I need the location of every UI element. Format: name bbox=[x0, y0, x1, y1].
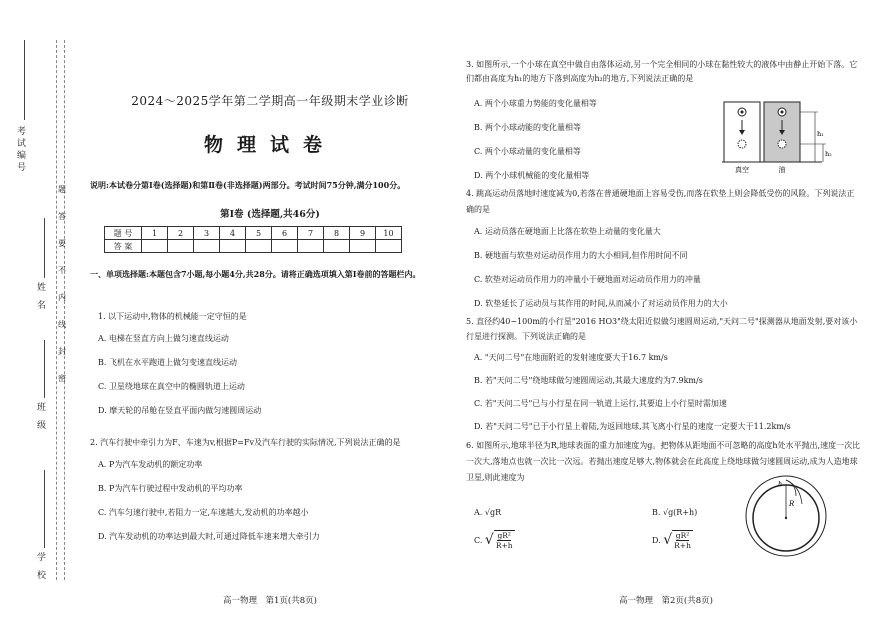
question-number: 10 bbox=[376, 227, 402, 240]
class-field: 班 级 bbox=[35, 402, 45, 432]
question-number: 7 bbox=[298, 227, 324, 240]
oil-ball-top-dot bbox=[781, 111, 784, 114]
option-letter: D. bbox=[652, 535, 664, 545]
instructions: 说明:本试卷分第Ⅰ卷(选择题)和第Ⅱ卷(非选择题)两部分。考试时间75分钟,满分100分。 bbox=[90, 180, 406, 190]
class-underline bbox=[44, 340, 45, 398]
answer-cell[interactable] bbox=[142, 240, 168, 253]
table-row bbox=[105, 227, 402, 240]
answer-cell[interactable] bbox=[350, 240, 376, 253]
option-d: D. 若"天问二号"已于小行星上着陆,为返回地球,其飞离小行星的速度一定要大于11.2km/s bbox=[474, 422, 791, 431]
option-b: B. P为汽车行驶过程中发动机的平均功率 bbox=[98, 484, 243, 493]
name-field: 姓 名 bbox=[35, 282, 45, 312]
question-number: 9 bbox=[350, 227, 376, 240]
q6-option-b: B. √g(R+h) bbox=[652, 508, 698, 517]
exam-number-field: 考试编号 bbox=[15, 126, 25, 174]
seal-char: 封 bbox=[58, 347, 66, 356]
option-a: A. P为汽车发动机的额定功率 bbox=[98, 460, 203, 469]
option-a: A. "天问二号"在地面附近的发射速度要大于16.7 km/s bbox=[474, 353, 668, 362]
sqrt-icon: √ bbox=[663, 532, 673, 548]
h-label: h bbox=[778, 480, 783, 488]
question-number: 8 bbox=[324, 227, 350, 240]
option-b: B. 若"天问二号"绕地球做匀速圆周运动,其最大速度约为7.9km/s bbox=[474, 376, 703, 385]
name-underline bbox=[44, 218, 45, 278]
table-row bbox=[105, 240, 402, 253]
answer-table bbox=[104, 226, 402, 253]
q6-option-d bbox=[652, 530, 693, 550]
question-stem: 3. 如图所示,一个小球在真空中做自由落体运动,另一个完全相同的小球在黏性较大的液体中由静止开始下落。它们都由高度为h₁的地方下落到高度为h₂的地方,下列说法正确的是 bbox=[466, 60, 858, 83]
option-a: A. 运动员落在硬地面上比落在软垫上动量的变化量大 bbox=[474, 227, 661, 236]
seal-warning bbox=[55, 184, 69, 384]
answer-cell[interactable] bbox=[324, 240, 350, 253]
seal-char: 要 bbox=[58, 239, 66, 248]
row-header: 题 号 bbox=[105, 227, 142, 240]
question-number: 3 bbox=[194, 227, 220, 240]
section-title: 第Ⅰ卷 (选择题,共46分) bbox=[220, 209, 320, 220]
option-c: C. 卫星绕地球在真空中的椭圆轨道上运动 bbox=[98, 382, 245, 391]
numerator: gR² bbox=[497, 531, 511, 540]
seal-char: 题 bbox=[58, 185, 66, 194]
answer-cell[interactable] bbox=[194, 240, 220, 253]
exam-title: 2024～2025学年第二学期高一年级期末学业诊断 bbox=[131, 94, 409, 108]
question-3-options bbox=[474, 98, 714, 182]
vacuum-ball-bottom bbox=[738, 140, 746, 148]
answer-cell[interactable] bbox=[272, 240, 298, 253]
school-underline bbox=[44, 470, 45, 548]
seal-char: 密 bbox=[58, 374, 66, 383]
vacuum-ball-top-dot bbox=[741, 111, 744, 114]
option-a: A. 电梯在竖直方向上做匀速直线运动 bbox=[98, 334, 229, 343]
question-stem: 2. 汽车行驶中牵引力为F、车速为v,根据P=Fv及汽车行驶的实际情况,下列说法正确的是 bbox=[90, 438, 401, 447]
question-stem: 6. 如图所示,地球半径为R,地球表面的重力加速度为g。把物体从距地面不可忽略的高度h处水平抛出,速度一次比一次大,落地点也就一次比一次远。若抛出速度足够大,物体就会在此高度上绕地球做匀速圆周运动,成为人造地球卫星,则此速度为 bbox=[466, 441, 861, 482]
center-dot bbox=[785, 517, 787, 519]
answer-cell[interactable] bbox=[376, 240, 402, 253]
subject-title: 物理试卷 bbox=[203, 134, 336, 156]
option-letter: C. bbox=[474, 535, 485, 545]
fraction bbox=[672, 530, 693, 550]
fraction bbox=[494, 530, 515, 550]
q6-option-a: A. √gR bbox=[474, 508, 502, 517]
oil-ball-bottom bbox=[778, 140, 786, 148]
exam-number-underline bbox=[24, 40, 25, 120]
option-d: D. 摩天轮的吊舱在竖直平面内做匀速圆周运动 bbox=[98, 406, 262, 415]
falling-balls-figure bbox=[722, 100, 854, 176]
answer-cell[interactable] bbox=[220, 240, 246, 253]
question-number: 6 bbox=[272, 227, 298, 240]
question-stem: 5. 直径约40~100m的小行星"2016 HO3"绕太阳近似做匀速圆周运动,"天问二号"探测器从地面发射,要对该小行星进行探测。下列说法正确的是 bbox=[466, 317, 858, 341]
page-footer: 高一物理 第1页(共8页) bbox=[223, 596, 317, 606]
question-number: 1 bbox=[142, 227, 168, 240]
q6-option-c bbox=[474, 530, 515, 550]
seal-char: 答 bbox=[58, 212, 66, 221]
question-5 bbox=[466, 314, 858, 433]
page-footer: 高一物理 第2页(共8页) bbox=[619, 596, 713, 606]
question-4 bbox=[466, 186, 858, 310]
question-number: 5 bbox=[246, 227, 272, 240]
option-d: D. 汽车发动机的功率达到最大时,可通过降低车速来增大牵引力 bbox=[98, 532, 320, 541]
vacuum-label: 真空 bbox=[735, 166, 749, 174]
seal-char: 不 bbox=[58, 266, 66, 275]
option-c: C. 若"天问二号"已与小行星在同一轨道上运行,其要追上小行星时需加速 bbox=[474, 399, 727, 408]
part-one-heading: 一、单项选择题:本题包含7小题,每小题4分,共28分。请将正确选项填入第Ⅰ卷前的答题栏内。 bbox=[90, 269, 421, 279]
answer-cell[interactable] bbox=[168, 240, 194, 253]
sqrt-icon: √ bbox=[484, 532, 494, 548]
oil-label: 油 bbox=[778, 166, 786, 174]
denominator: R+h bbox=[495, 541, 513, 550]
option-d: D. 软垫延长了运动员与其作用的时间,从而减小了对运动员作用力的大小 bbox=[474, 299, 728, 308]
row-header: 答 案 bbox=[105, 240, 142, 253]
answer-cell[interactable] bbox=[298, 240, 324, 253]
question-3 bbox=[466, 58, 858, 86]
question-1 bbox=[98, 310, 448, 417]
option-a: A. 两个小球重力势能的变化量相等 bbox=[474, 99, 597, 108]
school-field: 学 校 bbox=[35, 552, 45, 582]
orbit-figure bbox=[744, 474, 828, 558]
question-stem: 4. 跳高运动员落地时速度减为0,若落在普通硬地面上容易受伤,而落在软垫上则会降低受伤的风险。下列说法正确的是 bbox=[466, 189, 855, 214]
option-b: B. 飞机在水平跑道上做匀变速直线运动 bbox=[98, 358, 237, 367]
option-b: B. 两个小球动能的变化量相等 bbox=[474, 123, 581, 132]
r-label: R bbox=[789, 500, 795, 508]
denominator: R+h bbox=[674, 541, 691, 550]
question-number: 4 bbox=[220, 227, 246, 240]
seal-char: 线 bbox=[58, 320, 66, 329]
question-stem: 1. 以下运动中,物体的机械能一定守恒的是 bbox=[98, 312, 247, 321]
answer-cell[interactable] bbox=[246, 240, 272, 253]
question-number: 2 bbox=[168, 227, 194, 240]
option-c: C. 两个小球动量的变化量相等 bbox=[474, 147, 581, 156]
question-2 bbox=[90, 436, 448, 543]
h2-label: h₂ bbox=[825, 150, 832, 158]
numerator: gR² bbox=[675, 531, 690, 540]
option-b: B. 硬地面与软垫对运动员作用力的大小相同,但作用时间不同 bbox=[474, 251, 688, 260]
option-c: C. 汽车匀速行驶中,若阻力一定,车速越大,发动机的功率越小 bbox=[98, 508, 309, 517]
option-d: D. 两个小球机械能的变化量相等 bbox=[474, 171, 590, 180]
h1-label: h₁ bbox=[817, 130, 824, 138]
option-c: C. 软垫对运动员作用力的冲量小于硬地面对运动员作用力的冲量 bbox=[474, 275, 701, 284]
seal-char: 内 bbox=[58, 293, 66, 302]
